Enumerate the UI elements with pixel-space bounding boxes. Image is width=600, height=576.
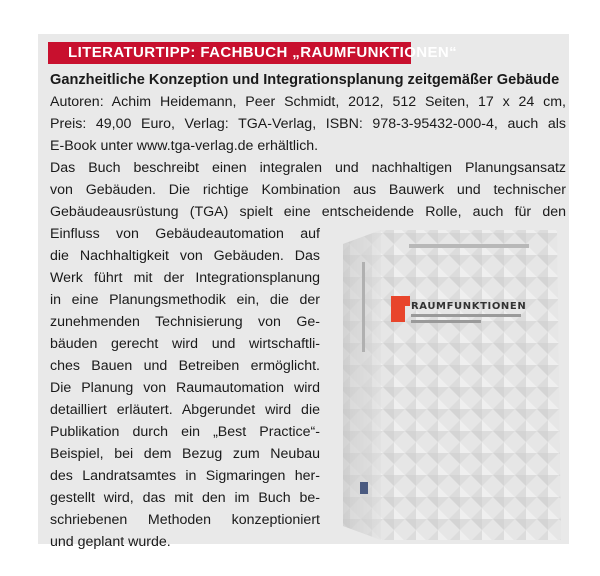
body-line: die Nachhaltigkeit von Gebäuden. Das: [50, 248, 320, 264]
book-cover-image: [339, 222, 570, 542]
body-line: von Gebäuden. Die richtige Kombination aus Bauwerk und technischer: [50, 182, 566, 198]
body-line: des Landratsamtes in Sigmaringen her-: [50, 468, 320, 484]
meta-line: Preis: 49,00 Euro, Verlag: TGA-Verlag, ISBN: 978-3-95432-000-4, auch als: [50, 116, 566, 132]
body-line: und geplant wurde.: [50, 534, 171, 550]
body-line: Das Buch beschreibt einen integralen und nachhaltigen Planungsansatz: [50, 160, 566, 176]
body-line: zunehmenden Technisierung von Ge-: [50, 314, 320, 330]
body-line: Publikation durch ein „Best Practice“-: [50, 424, 320, 440]
body-line: bäuden gerecht wird und wirtschaftli-: [50, 336, 320, 352]
body-line: Die Planung von Raumautomation wird: [50, 380, 320, 396]
meta-line: E-Book unter www.tga-verlag.de erhältlich.: [50, 138, 319, 154]
body-line: ches Bauen und Betreiben ermöglicht.: [50, 358, 320, 374]
meta-line: Autoren: Achim Heidemann, Peer Schmidt, 2012, 512 Seiten, 17 x 24 cm,: [50, 94, 566, 110]
body-line: Werk führt mit der Integrationsplanung: [50, 270, 320, 286]
book-subtitle: Ganzheitliche Konzeption und Integrationsplanung zeitgemäßer Gebäude: [50, 72, 560, 88]
literature-tip-header: LITERATURTIPP: FACHBUCH „RAUMFUNKTIONEN“: [68, 44, 458, 61]
body-line: Beispiel, bei dem Bezug zum Neubau: [50, 446, 320, 462]
body-line: schriebenen Methoden konzeptioniert: [50, 512, 320, 528]
body-line: detailliert erläutert. Abgerundet wird die: [50, 402, 320, 418]
body-line: in eine Planungsmethodik ein, die der: [50, 292, 320, 308]
body-line: gestellt wird, das mit den im Buch be-: [50, 490, 320, 506]
book-cover-title: RAUMFUNKTIONEN: [411, 301, 527, 312]
body-line: Gebäudeausrüstung (TGA) spielt eine entscheidende Rolle, auch für den: [50, 204, 566, 220]
body-line: Einfluss von Gebäudeautomation auf: [50, 226, 320, 242]
